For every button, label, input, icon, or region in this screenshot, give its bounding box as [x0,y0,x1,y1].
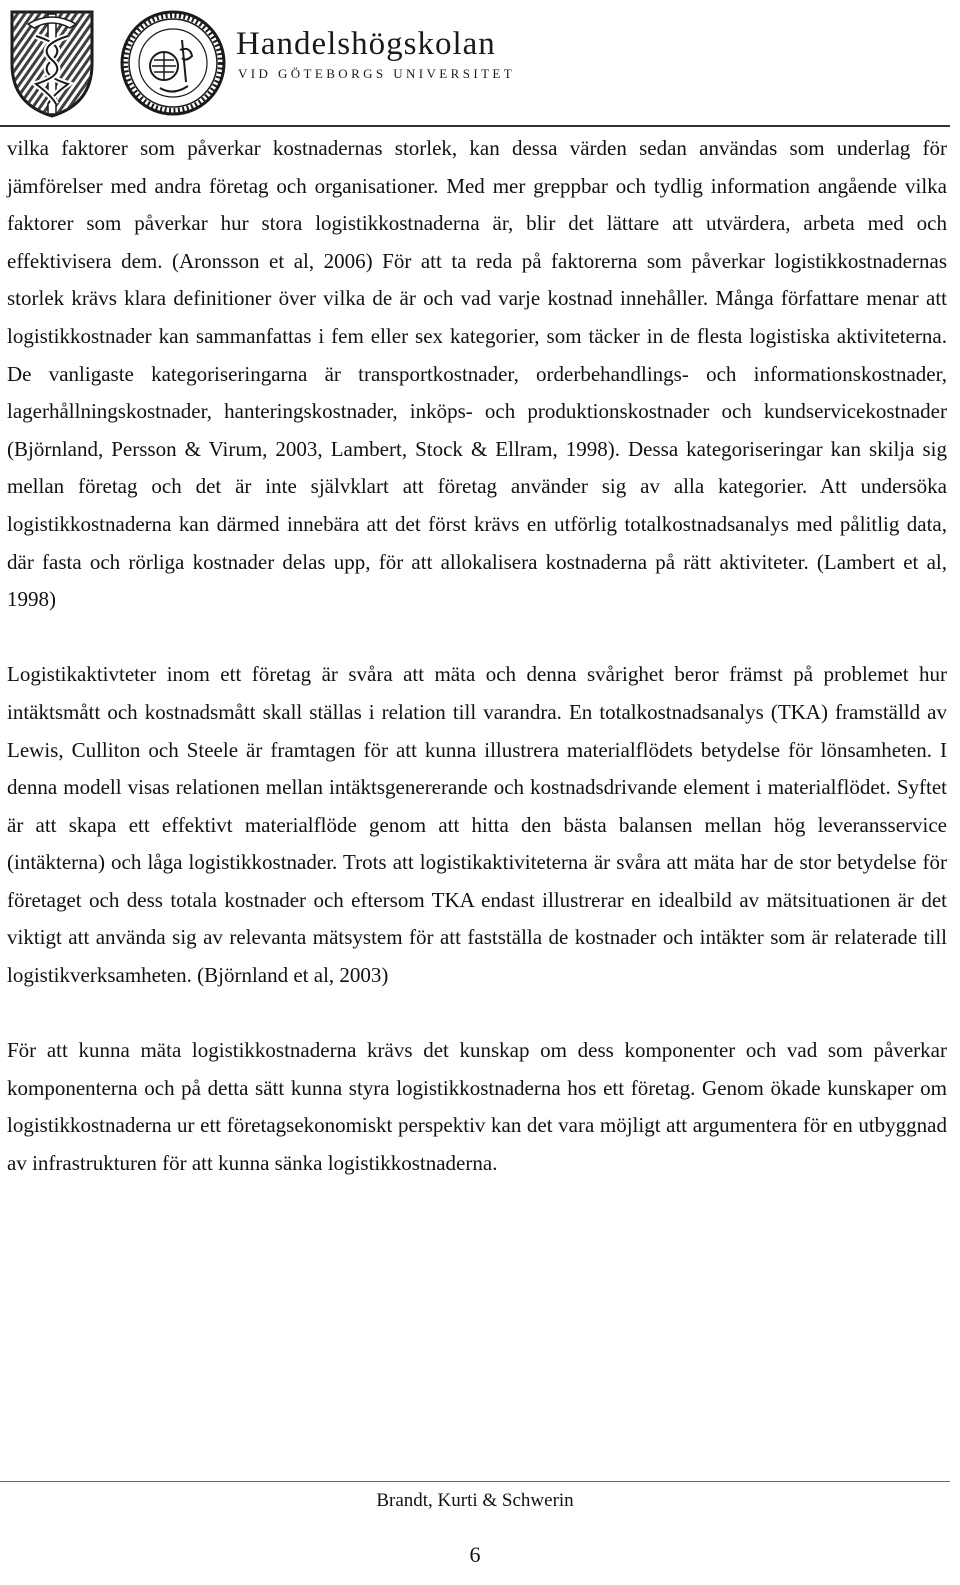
paragraph-2: Logistikaktivteter inom ett företag är svåra att mäta och denna svårighet beror främst på problemet hur intäktsmått och kostnadsmått skall ställas i relation till varandra. En totalkostnadsanalys (TKA) framställd av Lewis, Culliton och Steele är framtagen för att kunna illustrera materialflödets betydelse för lönsamheten. I denna modell visas relationen mellan intäktsgenererande och kostnadsdrivande element i materialflödet. Syftet är att skapa ett effektivt materialflöde genom att hitta den bästa balansen mellan hög leveransservice (intäkterna) och låga logistikkostnader. Trots att logistikaktiviteterna är svåra att mäta har de stor betydelse för företaget och dess totala kostnader och eftersom TKA endast illustrerar en idealbild av mätsituationen är det viktigt att använda sig av relevanta mätsystem för att fastställa de kostnader och intäkter som är relaterade till logistikverksamheten. (Björnland et al, 2003) [7,662,947,988]
caduceus-shield-logo-icon [8,4,96,118]
footer-authors: Brandt, Kurti & Schwerin [376,1490,574,1511]
header-divider [0,125,950,127]
page-header [0,0,960,125]
paragraph-1: vilka faktorer som påverkar kostnadernas storlek, kan dessa värden sedan användas som underlag för jämförelser med andra företag och organisationer. Med mer greppbar och tydlig information angående vilka faktorer som påverkar hur stora logistikkostnaderna är, blir det lättare att utvärdera, arbeta med och effektivisera dem. (Aronsson et al, 2006) För att ta reda på faktorerna som påverkar logistikkostnadernas storlek krävs klara definitioner över vilka de är och vad varje kostnad innehåller. Många författare menar att logistikkostnader kan sammanfattas i fem eller sex kategorier, som täcker in de flesta logistiska aktiviteterna. De vanligaste kategoriseringarna är transportkostnader, orderbehandlings- och informationskostnader, lagerhållningskostnader, hanteringskostnader, inköps- och produktionskostnader och kundservicekostnader (Björnland, Persson & Virum, 2003, Lambert, Stock & Ellram, 1998). Dessa kategoriseringar kan skilja sig mellan företag och det är inte självklart att företag använder sig av alla kategorier. Att undersöka logistikkostnaderna kan därmed innebära att det först krävs en utförlig totalkostnadsanalys med pålitlig data, där fasta och rörliga kostnader delas upp, för att allokalisera kostnaderna på rätt aktiviteter. (Lambert et al, 1998) [7,136,947,612]
document-body [7,130,947,1183]
brand-title: Handelshögskolan [236,26,496,62]
university-seal-logo-icon [120,10,226,116]
footer-divider [0,1481,950,1482]
page-number: 6 [469,1542,481,1567]
paragraph-3: För att kunna mäta logistikkostnaderna krävs det kunskap om dess komponenter och vad som påverkar komponenterna och på detta sätt kunna styra logistikkostnaderna hos ett företag. Genom ökade kunskaper om logistikkostnaderna ur ett företagsekonomiskt perspektiv kan det vara möjligt att argumentera för en utbyggnad av infrastrukturen för att kunna sänka logistikkostnaderna. [7,1038,947,1176]
brand-subtitle: VID GÖTEBORGS UNIVERSITET [238,66,516,81]
